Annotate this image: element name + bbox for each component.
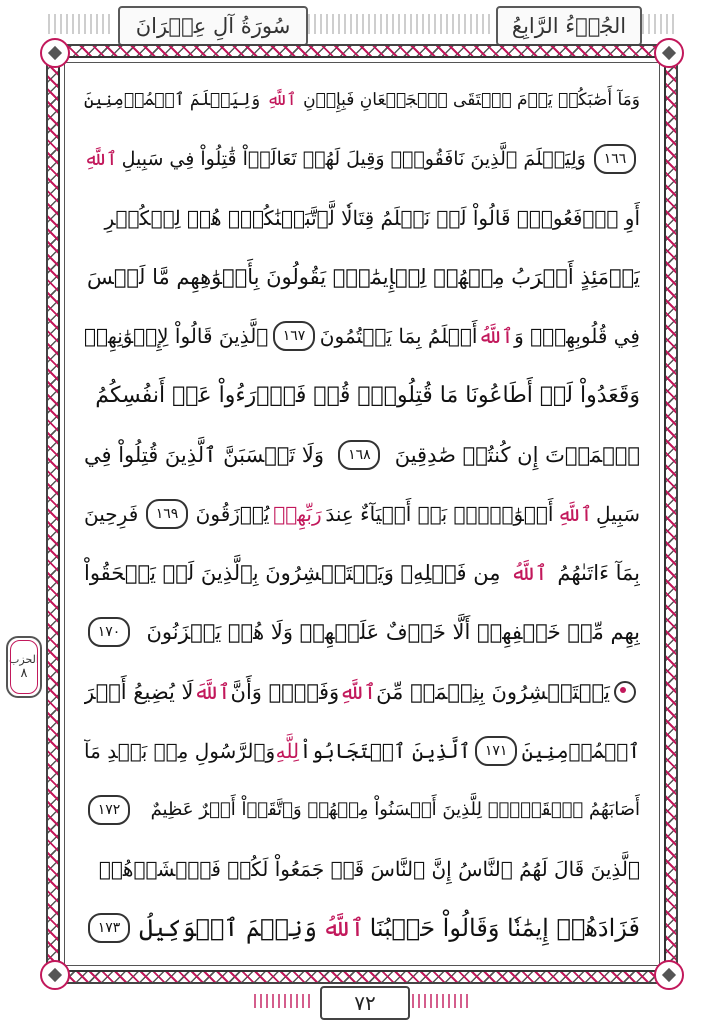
hizb-number: ٨ [20, 666, 28, 681]
divine-name-text: ٱللَّهِ [339, 679, 377, 704]
verse-text-block [84, 70, 640, 958]
verse-text: يُرۡزَقُونَ [195, 501, 270, 526]
verse-text: ٱلَّذِينَ قَالُواْ لِإِخۡوَٰنِهِمۡ [84, 324, 269, 349]
verse-text: وَٱلرَّسُولِ مِنۢ بَعۡدِ مَآ [84, 738, 276, 763]
page-number: ٧٢ [320, 986, 410, 1020]
verse-line [84, 425, 640, 484]
verse-text: ٱلَّذِينَ قَالَ لَهُمُ ٱلنَّاسُ إِنَّ ٱلنَّاسَ قَدۡ جَمَعُواْ لَكُمۡ فَٱخۡشَوۡهُمۡ [98, 857, 640, 882]
hizb-label: الحزب [9, 653, 39, 666]
verse-text: أَوِ ٱدۡفَعُواْۖ قَالُواْ لَوۡ نَعۡلَمُ قِتَالٗا لَّٱتَّبَعۡنَٰكُمۡۗ هُمۡ لِلۡكُفۡرِ [104, 205, 640, 230]
verse-line [84, 603, 640, 662]
corner-ornament-icon [40, 38, 70, 68]
corner-ornament-icon [40, 960, 70, 990]
page-number-ornament-right [412, 994, 472, 1008]
verse-text: وَقَعَدُواْ لَوۡ أَطَاعُونَا مَا قُتِلُواْۗ قُلۡ فَٱدۡرَءُواْ عَنۡ أَنفُسِكُمُ [95, 383, 640, 409]
verse-line [84, 544, 640, 603]
verse-text: وَلِيَعۡلَمَ ٱلۡمُؤۡمِنِينَ [84, 90, 261, 111]
verse-line [84, 780, 640, 839]
corner-ornament-icon [654, 960, 684, 990]
divine-name-text: لِلَّهِ [275, 738, 300, 763]
verse-text: بِمَآ ءَاتَىٰهُمُ [557, 561, 640, 586]
verse-text: وَمَآ أَصَٰبَكُمۡ يَوۡمَ ٱلۡتَقَى ٱلۡجَمۡعَانِ فَبِإِذۡنِ [303, 89, 640, 110]
verse-line [84, 721, 640, 780]
ayah-number-marker: ١٦٦ [594, 144, 636, 174]
verse-text: فِي قُلُوبِهِمۡۗ وَ [514, 324, 640, 349]
verse-line [84, 662, 640, 721]
verse-text: بِهِم مِّنۡ خَلۡفِهِمۡ أَلَّا خَوۡفٌ عَلَيۡهِمۡ وَلَا هُمۡ يَحۡزَنُونَ [146, 620, 640, 645]
verse-text: يَسۡتَبۡشِرُونَ بِنِعۡمَةٖ مِّنَ [376, 679, 610, 704]
divine-name-text: ٱللَّهُ [478, 324, 514, 349]
ayah-number-marker: ١٦٩ [146, 499, 188, 529]
verse-line [84, 129, 640, 188]
header-ornament-middle [308, 14, 492, 34]
ayah-number-marker: ١٦٨ [338, 440, 380, 470]
divine-name-text: ٱللَّهُ [510, 561, 548, 586]
verse-text: ٱلۡمَوۡتَ إِن كُنتُمۡ صَٰدِقِينَ [394, 442, 640, 467]
ayah-number-marker: ١٧١ [475, 736, 517, 766]
verse-text: أَصَابَهُمُ ٱلۡقَرۡحُۚ لِلَّذِينَ أَحۡسَنُواْ مِنۡهُمۡ وَٱتَّقَوۡاْ أَجۡرٌ عَظِيمٌ [150, 799, 640, 821]
verse-line [84, 248, 640, 307]
verse-line [84, 70, 640, 129]
verse-line [84, 840, 640, 899]
verse-line [84, 366, 640, 425]
verse-line [84, 899, 640, 958]
ayah-number-marker: ١٧٢ [88, 795, 130, 825]
verse-line [84, 307, 640, 366]
verse-text: وَنِعۡمَ ٱلۡوَكِيلُ [139, 914, 317, 943]
header-ornament-right [642, 14, 676, 34]
verse-text: فَزَادَهُمۡ إِيمَٰنٗا وَقَالُواْ حَسۡبُنَا [369, 914, 640, 943]
divine-name-text: ٱللَّهَ [193, 679, 231, 704]
verse-text: مِن فَضۡلِهِۦ وَيَسۡتَبۡشِرُونَ بِٱلَّذِينَ لَمۡ يَلۡحَقُواْ [84, 561, 501, 586]
verse-text: أَمۡوَٰتَۢاۚ بَلۡ أَحۡيَآءٌ عِندَ [325, 501, 554, 526]
corner-ornament-icon [654, 38, 684, 68]
verse-text: وَلَا تَحۡسَبَنَّ ٱلَّذِينَ قُتِلُواْ فِي [84, 442, 325, 467]
verse-text: وَلِيَعۡلَمَ ٱلَّذِينَ نَافَقُواْۚ وَقِيلَ لَهُمۡ تَعَالَوۡاْ قَٰتِلُواْ فِي سَبِيلِ [121, 147, 586, 170]
header-ornament-left [48, 14, 114, 34]
verse-text: لَا يُضِيعُ أَجۡرَ [84, 679, 194, 704]
hizb-medallion [6, 636, 42, 698]
juz-name-label: الجُزۡءُ الرَّابِعُ [496, 6, 642, 46]
verse-line [84, 484, 640, 543]
divine-name-text: ٱللَّهِ [84, 147, 118, 170]
verse-text: وَفَضۡلٖ وَأَنَّ [230, 679, 340, 704]
divine-name-text: رَبِّهِمۡ [273, 501, 322, 526]
verse-text: سَبِيلِ [596, 501, 640, 526]
hizb-marker-icon [614, 681, 636, 703]
divine-name-text: ٱللَّهِ [266, 90, 297, 111]
divine-name-text: ٱللَّهِ [557, 501, 593, 526]
verse-text: يَوۡمَئِذٍ أَقۡرَبُ مِنۡهُمۡ لِلۡإِيمَٰنِۚ يَقُولُونَ بِأَفۡوَٰهِهِم مَّا لَيۡسَ [87, 265, 640, 290]
ayah-number-marker: ١٧٣ [88, 913, 130, 943]
ayah-number-marker: ١٧٠ [88, 617, 130, 647]
verse-text: أَعۡلَمُ بِمَا يَكۡتُمُونَ [319, 324, 478, 349]
verse-line [84, 188, 640, 247]
verse-text: ٱلَّذِينَ ٱسۡتَجَابُواْ [299, 738, 471, 763]
ayah-number-marker: ١٦٧ [273, 321, 315, 351]
verse-text: ٱلۡمُؤۡمِنِينَ [521, 738, 640, 763]
divine-name-text: ٱللَّهُ [322, 914, 365, 943]
verse-text: فَرِحِينَ [84, 501, 139, 526]
page-number-ornament-left [254, 994, 314, 1008]
surah-name-label: سُورَةُ آلِ عِمۡرَانَ [118, 6, 308, 46]
